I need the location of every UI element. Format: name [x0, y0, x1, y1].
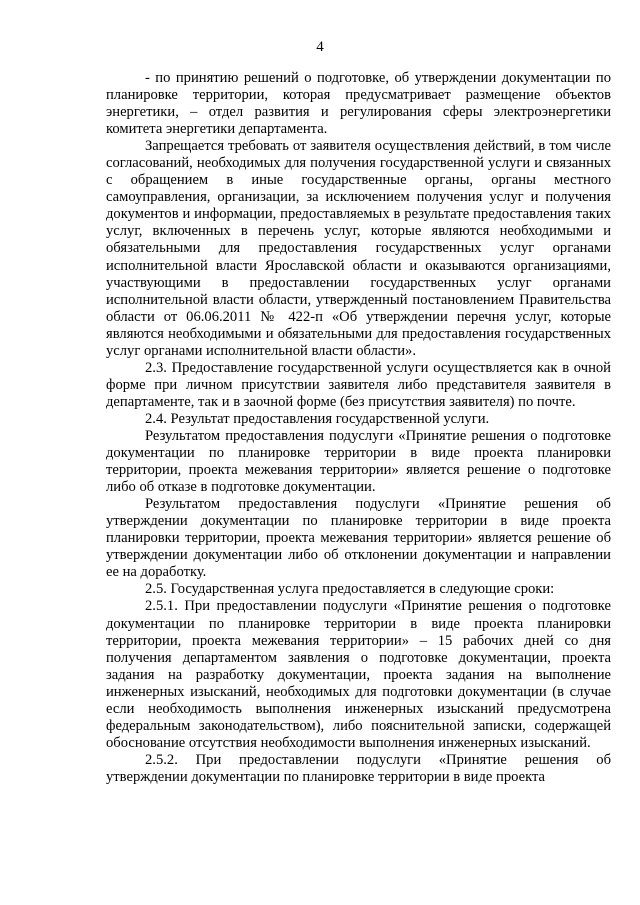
paragraph-2-5-2: 2.5.2. При предоставлении подуслуги «Принятие решения об утверждении документации по планировке территории в виде проекта	[106, 751, 611, 785]
paragraph-energy-department: - по принятию решений о подготовке, об утверждении документации по планировке территории, которая предусматривает размещение объектов энергетики, – отдел развития и регулирования сферы электроэнергетики комитета энергетики департамента.	[106, 70, 611, 138]
paragraph-2-4-heading: 2.4. Результат предоставления государственной услуги.	[145, 410, 490, 427]
paragraph-2-5-1: 2.5.1. При предоставлении подуслуги «Принятие решения о подготовке документации по планировке территории в виде проекта планировки территории, проекта межевания территории» – 15 рабочих дней со дня получения департаментом заявления о подготовке документации, проекта задания на разработку документации, проекта задания на выполнение инженерных изысканий, необходимых для подготовки документации (в случае если необходимость выполнения инженерных изысканий предусмотрена федеральным законодательством), либо пояснительной записки, содержащей обоснование отсутствия необходимости выполнения инженерных изысканий.	[106, 598, 611, 751]
document-body	[106, 70, 611, 786]
page-number: 4	[316, 39, 324, 55]
paragraph-result-approval: Результатом предоставления подуслуги «Принятие решения об утверждении документации по планировке территории в виде проекта планировки территории, проекта межевания территории» является решение об утверждении документации либо об отклонении документации и направлении ее на доработку.	[106, 496, 611, 581]
paragraph-result-preparation: Результатом предоставления подуслуги «Принятие решения о подготовке документации по планировке территории в виде проекта планировки территории, проекта межевания территории» является решение о подготовке либо об отказе в подготовке документации.	[106, 427, 611, 496]
paragraph-2-5-terms: 2.5. Государственная услуга предоставляется в следующие сроки:	[145, 581, 555, 598]
paragraph-prohibition: Запрещается требовать от заявителя осуществления действий, в том числе согласований, необходимых для получения государственной услуги и связанных с обращением в иные государственные органы, органы местного самоуправления, организации, за исключением получения услуг и получения документов и информации, предоставляемых в результате предоставления таких услуг, включенных в перечень услуг, которые являются необходимыми и обязательными для предоставления государственных услуг органами исполнительной власти Ярославской области и оказываются организациями, участвующими в предоставлении государственных услуг органами исполнительной власти области, утвержденный постановлением Правительства области от 06.06.2011 № 422-п «Об утверждении перечня услуг, которые являются необходимыми и обязательными для предоставления государственных услуг органами исполнительной власти области».	[106, 138, 611, 359]
paragraph-2-3-form-of-service: 2.3. Предоставление государственной услуги осуществляется как в очной форме при личном присутствии заявителя либо представителя заявителя в департаменте, так и в заочной форме (без присутствия заявителя) по почте.	[106, 359, 611, 410]
